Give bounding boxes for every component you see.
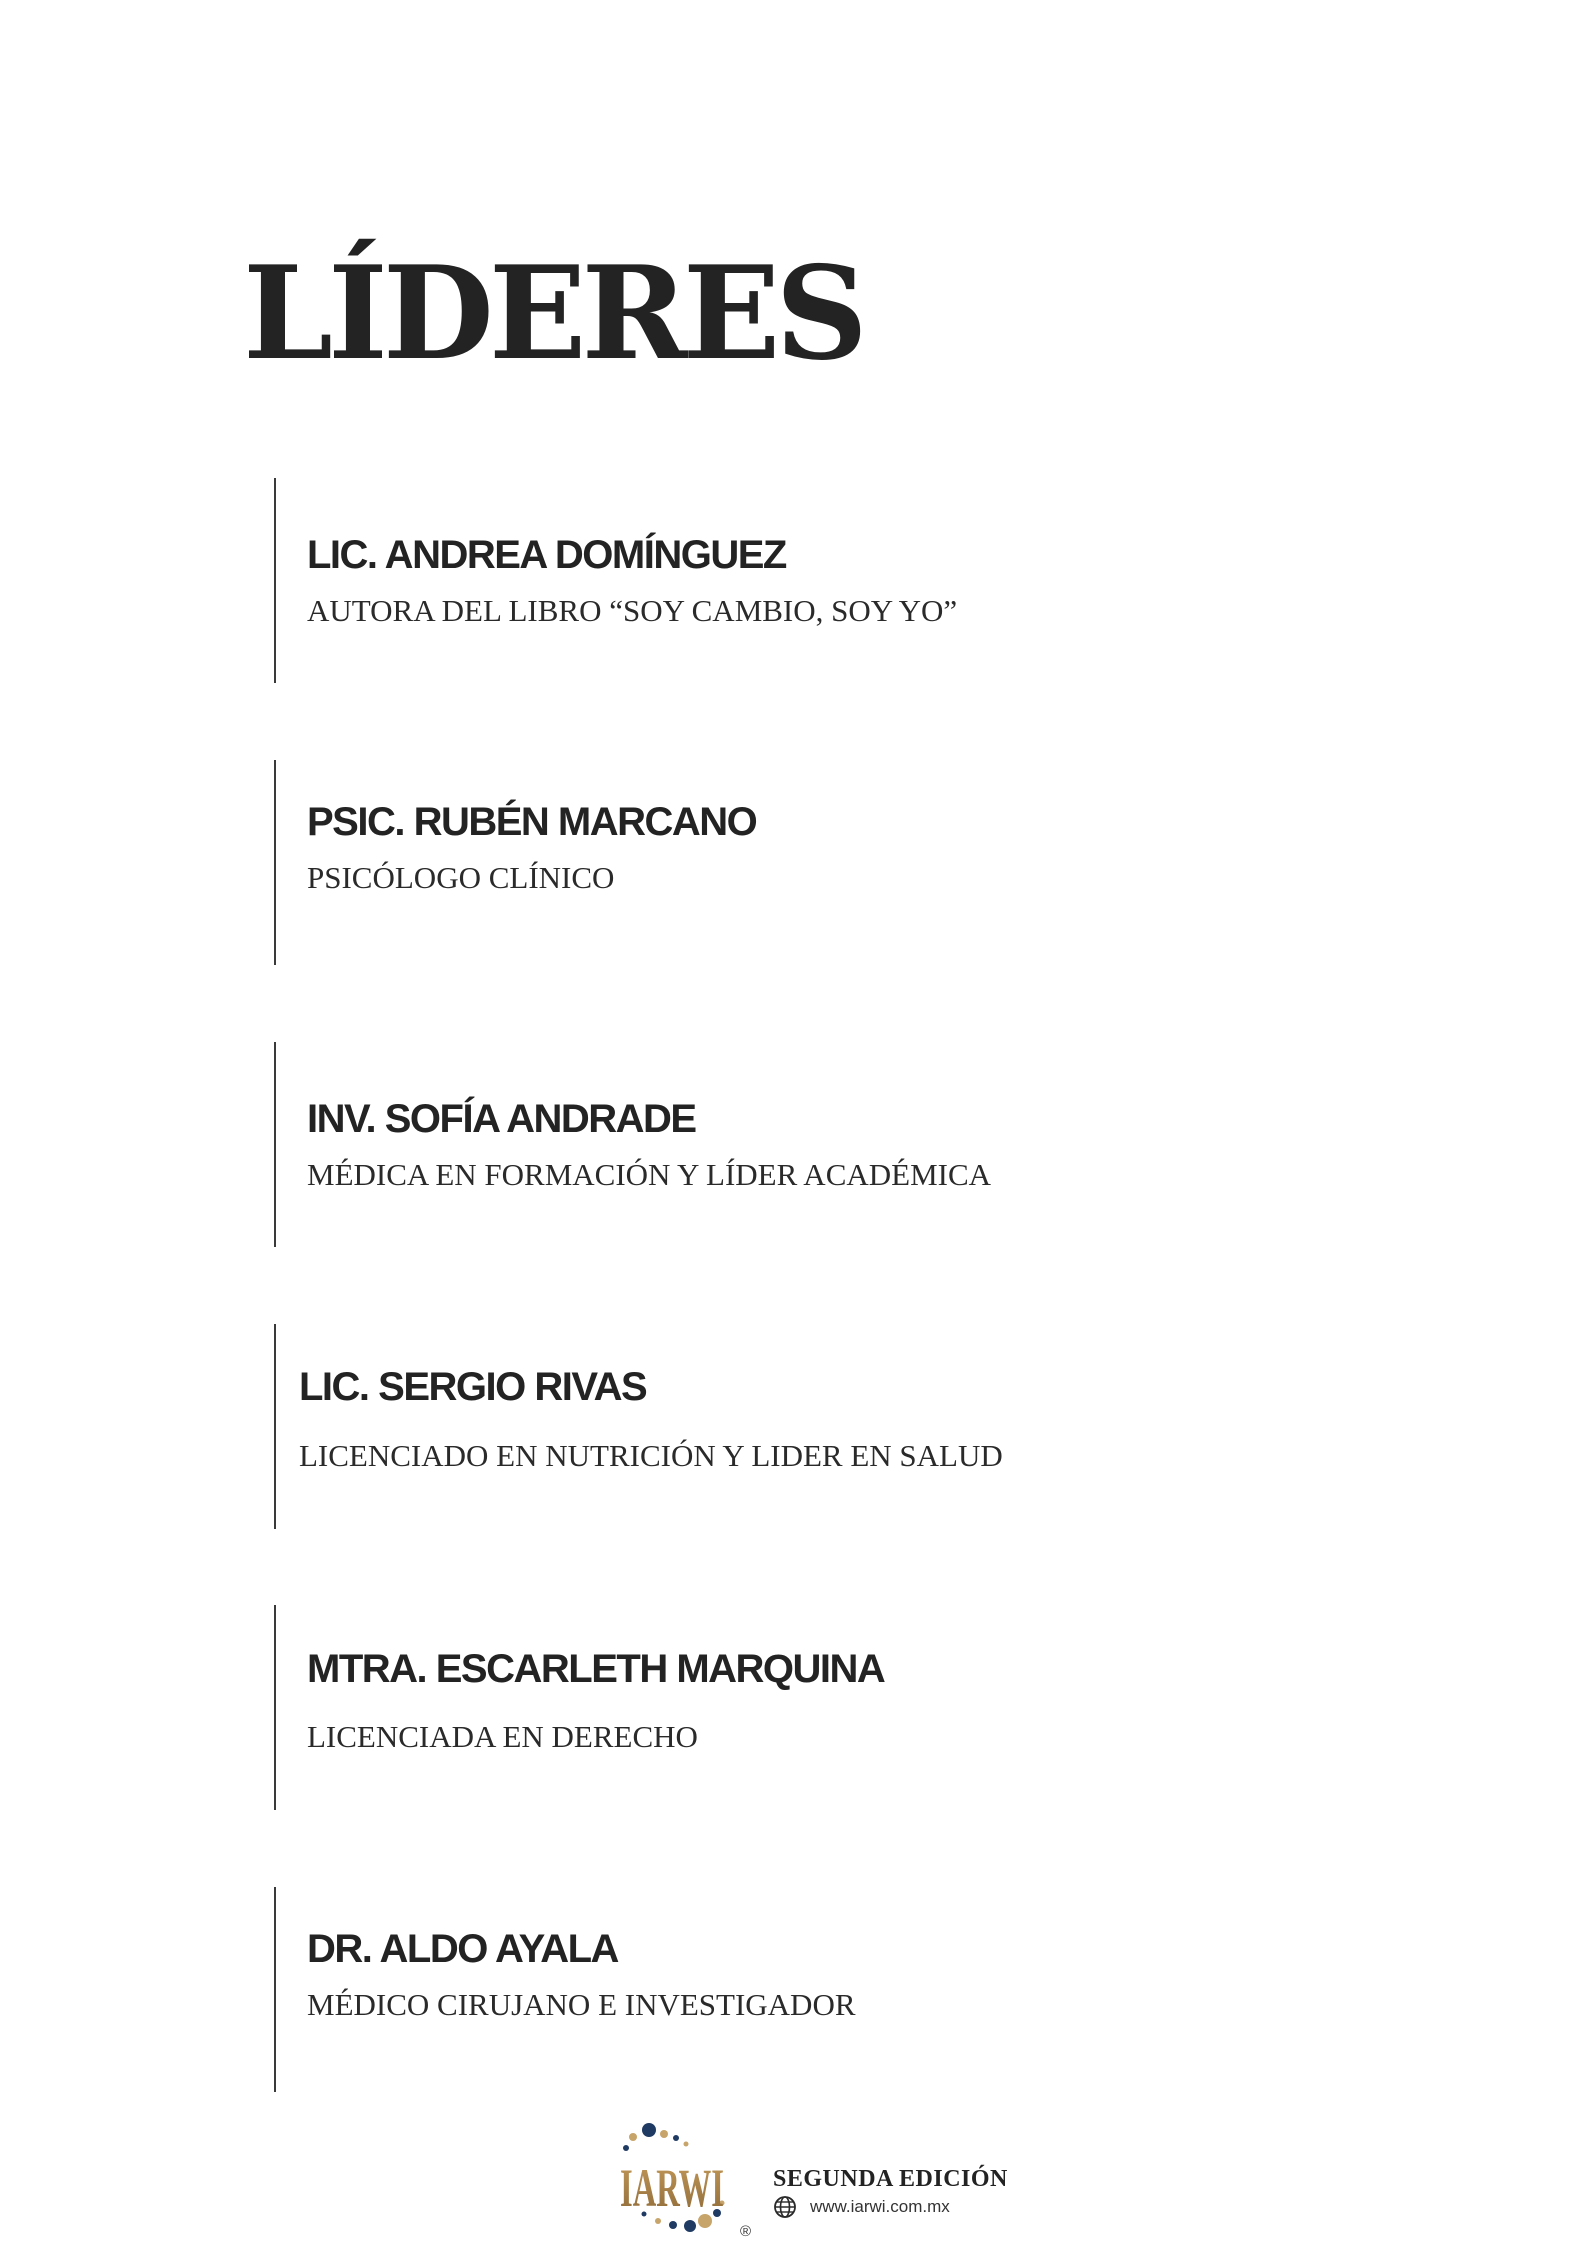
leader-role: AUTORA DEL LIBRO “SOY CAMBIO, SOY YO” bbox=[307, 593, 958, 628]
leader-divider bbox=[274, 1324, 276, 1529]
leader-name: INV. SOFÍA ANDRADE bbox=[307, 1097, 696, 1141]
website-link[interactable]: www.iarwi.com.mx bbox=[810, 2197, 950, 2216]
edition-label: SEGUNDA EDICIÓN bbox=[773, 2166, 1008, 2192]
leader-name: MTRA. ESCARLETH MARQUINA bbox=[307, 1647, 885, 1691]
leader-entry bbox=[274, 1887, 1174, 2092]
leader-divider bbox=[274, 1042, 276, 1247]
leader-entry bbox=[274, 1042, 1174, 1247]
page-title: LÍDERES bbox=[243, 239, 863, 389]
leader-name: PSIC. RUBÉN MARCANO bbox=[307, 800, 757, 844]
leader-divider bbox=[274, 1887, 276, 2092]
leader-divider bbox=[274, 478, 276, 683]
leader-name: LIC. ANDREA DOMÍNGUEZ bbox=[307, 533, 786, 577]
logo-wordmark: IARWI bbox=[620, 2158, 724, 2218]
leader-entry bbox=[274, 478, 1174, 683]
leader-entry bbox=[274, 1605, 1174, 1810]
leader-name: DR. ALDO AYALA bbox=[307, 1927, 618, 1971]
leader-role: PSICÓLOGO CLÍNICO bbox=[307, 860, 615, 895]
leader-divider bbox=[274, 760, 276, 965]
leader-entry bbox=[274, 760, 1174, 965]
leader-role: LICENCIADA EN DERECHO bbox=[307, 1719, 698, 1754]
globe-icon bbox=[773, 2195, 797, 2219]
leader-entry bbox=[274, 1324, 1174, 1529]
leader-divider bbox=[274, 1605, 276, 1810]
iarwi-logo bbox=[614, 2122, 764, 2242]
leader-name: LIC. SERGIO RIVAS bbox=[299, 1365, 647, 1409]
leader-role: MÉDICO CIRUJANO E INVESTIGADOR bbox=[307, 1987, 856, 2022]
registered-mark: ® bbox=[740, 2223, 752, 2240]
leader-role: LICENCIADO EN NUTRICIÓN Y LIDER EN SALUD bbox=[299, 1438, 1003, 1473]
leader-role: MÉDICA EN FORMACIÓN Y LÍDER ACADÉMICA bbox=[307, 1157, 992, 1192]
